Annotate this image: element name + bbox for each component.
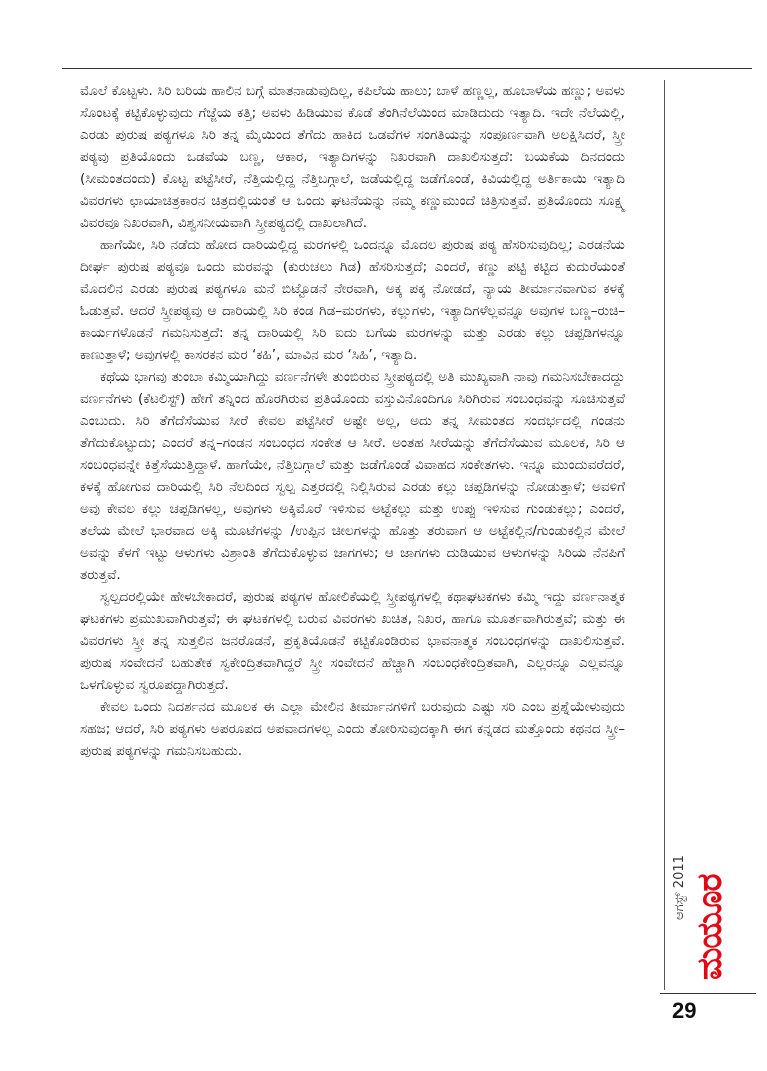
article-body [80,80,625,762]
page-number: 29 [672,998,697,1023]
paragraph-4: ಸ್ವಲ್ಪದರಲ್ಲಿಯೇ ಹೇಳಬೇಕಾದರೆ, ಪುರುಷ ಪಠ್ಯಗಳ ಹೋಲಿಕೆಯಲ್ಲಿ ಸ್ತ್ರೀಪಠ್ಯಗಳಲ್ಲಿ ಕಥಾಘಟಕಗಳು ಕಮ್ಮಿ ಇದ್ದು ವರ್ಣನಾತ್ಮಕ ಘಟಕಗಳು ಪ್ರಮುಖವಾಗಿರುತ್ತವೆ; ಈ ಘಟಕಗಳಲ್ಲಿ ಬರುವ ವಿವರಗಳು ಖಚಿತ, ನಿಖರ, ಹಾಗೂ ಮೂರ್ತವಾಗಿರುತ್ತವೆ; ಮತ್ತು ಈ ವಿವರಗಳು ಸ್ತ್ರೀ ತನ್ನ ಸುತ್ತಲಿನ ಜನರೊಡನೆ, ಪ್ರಕೃತಿಯೊಡನೆ ಕಟ್ಟಿಕೊಂಡಿರುವ ಭಾವನಾತ್ಮಕ ಸಂಬಂಧಗಳನ್ನು ದಾಖಲಿಸುತ್ತವೆ. ಪುರುಷ ಸಂವೇದನೆ ಬಹುತೇಕ ಸ್ವಕೇಂದ್ರಿತವಾಗಿದ್ದರೆ ಸ್ತ್ರೀ ಸಂವೇದನೆ ಹೆಚ್ಚಾಗಿ ಸಂಬಂಧಕೇಂದ್ರಿತವಾಗಿ, ಎಲ್ಲರನ್ನೂ ಎಲ್ಲವನ್ನೂ ಒಳಗೊಳ್ಳುವ ಸ್ವರೂಪದ್ದಾಗಿರುತ್ತದೆ. [80,589,625,693]
magazine-logo: ಮಯೂರ [690,874,730,980]
top-rule [62,68,752,69]
paragraph-5: ಕೇವಲ ಒಂದು ನಿದರ್ಶನದ ಮೂಲಕ ಈ ಎಲ್ಲಾ ಮೇಲಿನ ತೀರ್ಮಾನಗಳಿಗೆ ಬರುವುದು ಎಷ್ಟು ಸರಿ ಎಂಬ ಪ್ರಶ್ನೆಯೇಳುವುದು ಸಹಜ; ಆದರೆ, ಸಿರಿ ಪಠ್ಯಗಳು ಅಪರೂಪದ ಅಪವಾದಗಳಲ್ಲ ಎಂದು ತೋರಿಸುವುದಕ್ಕಾಗಿ ಈಗ ಕನ್ನಡದ ಮತ್ತೊಂದು ಕಥನದ ಸ್ತ್ರೀ–ಪುರುಷ ಪಠ್ಯಗಳನ್ನು ಗಮನಿಸಬಹುದು. [80,699,625,759]
sidebar-rule [664,80,665,990]
paragraph-1: ಮೊಲೆ ಕೊಟ್ಟಳು. ಸಿರಿ ಬರಿಯ ಹಾಲಿನ ಬಗ್ಗೆ ಮಾತನಾಡುವುದಿಲ್ಲ, ಕಪಿಲೆಯ ಹಾಲು; ಬಾಳೆ ಹಣ್ಣಲ್ಲ, ಹೂಬಾಳೆಯ ಹಣ್ಣು; ಅವಳು ಸೊಂಟಕ್ಕೆ ಕಟ್ಟಿಕೊಳ್ಳುವುದು ಗೆಜ್ಜೆಯ ಕತ್ತಿ; ಅವಳು ಹಿಡಿಯುವ ಕೊಡೆ ತೆಂಗಿನೆಲೆಯಿಂದ ಮಾಡಿದುದು ಇತ್ಯಾದಿ. ಇದೇ ನೆಲೆಯಲ್ಲಿ, ಎರಡು ಪುರುಷ ಪಠ್ಯಗಳೂ ಸಿರಿ ತನ್ನ ಮೈಯಿಂದ ತೆಗೆದು ಹಾಕಿದ ಒಡವೆಗಳ ಸಂಗತಿಯನ್ನು ಸಂಪೂರ್ಣವಾಗಿ ಅಲಕ್ಷಿಸಿದರೆ, ಸ್ತ್ರೀ ಪಠ್ಯವು ಪ್ರತಿಯೊಂದು ಒಡವೆಯ ಬಣ್ಣ, ಆಕಾರ, ಇತ್ಯಾದಿಗಳನ್ನು ನಿಖರವಾಗಿ ದಾಖಲಿಸುತ್ತದೆ: ಬಯಕೆಯ ದಿನದಂದು (ಸೀಮಂತದಂದು) ಕೊಟ್ಟ ಪಟ್ಟೆಸೀರೆ, ನೆತ್ತಿಯಲ್ಲಿದ್ದ ನೆತ್ತಿಬಗ್ಗಾಲೆ, ಜಡೆಯಲ್ಲಿದ್ದ ಜಡೆಗೊಂಡೆ, ಕಿವಿಯಲ್ಲಿದ್ದ ಅರ್ತಿಕಾಯಿ ಇತ್ಯಾದಿ ವಿವರಗಳು ಛಾಯಾಚಿತ್ರಕಾರನ ಚಿತ್ರದಲ್ಲಿಯಂತೆ ಆ ಒಂದು ಘಟನೆಯನ್ನು ನಮ್ಮ ಕಣ್ಣುಮುಂದೆ ಚಿತ್ರಿಸುತ್ತವೆ. ಪ್ರತಿಯೊಂದು ಸೂಕ್ಷ್ಮ ವಿವರವೂ ನಿಖರವಾಗಿ, ವಿಶ್ವಸನೀಯವಾಗಿ ಸ್ತ್ರೀಪಠ್ಯದಲ್ಲಿ ದಾಖಲಾಗಿದೆ. [80,83,625,231]
paragraph-3: ಕಥೆಯ ಭಾಗವು ತುಂಬಾ ಕಮ್ಮಿಯಾಗಿದ್ದು ವರ್ಣನೆಗಳೇ ತುಂಬಿರುವ ಸ್ತ್ರೀಪಠ್ಯದಲ್ಲಿ ಅತಿ ಮುಖ್ಯವಾಗಿ ನಾವು ಗಮನಿಸಬೇಕಾದದ್ದು ವರ್ಣನೆಗಳು (ಕೆಟಲಿಸ್ಟ್) ಹೇಗೆ ತನ್ನಿಂದ ಹೊರಗಿರುವ ಪ್ರತಿಯೊಂದು ವಸ್ತುವಿನೊಂದಿಗೂ ಸಿರಿಗಿರುವ ಸಂಬಂಧವನ್ನು ಸೂಚಿಸುತ್ತವೆ ಎಂಬುದು. ಸಿರಿ ತೆಗೆದೆಸೆಯುವ ಸೀರೆ ಕೇವಲ ಪಟ್ಟೆಸೀರೆ ಅಷ್ಟೇ ಅಲ್ಲ, ಅದು ತನ್ನ ಸೀಮಂತದ ಸಂದರ್ಭದಲ್ಲಿ ಗಂಡನು ತೆಗೆದುಕೊಟ್ಟುದು; ಎಂದರೆ ತನ್ನ–ಗಂಡನ ಸಂಬಂಧದ ಸಂಕೇತ ಆ ಸೀರೆ. ಅಂತಹ ಸೀರೆಯನ್ನು ತೆಗೆದೆಸೆಯುವ ಮೂಲಕ, ಸಿರಿ ಆ ಸಂಬಂಧವನ್ನೇ ಕಿತ್ತೆಸೆಯುತ್ತಿದ್ದಾಳೆ. ಹಾಗೆಯೇ, ನೆತ್ತಿಬಗ್ಗಾಲೆ ಮತ್ತು ಜಡೆಗೊಂಡೆ ವಿವಾಹದ ಸಂಕೇತಗಳು. ಇನ್ನೂ ಮುಂದುವರೆದರೆ, ಕಳಕ್ಕೆ ಹೋಗುವ ದಾರಿಯಲ್ಲಿ ಸಿರಿ ನೆಲದಿಂದ ಸ್ವಲ್ಪ ಎತ್ತರದಲ್ಲಿ ನಿಲ್ಲಿಸಿರುವ ಎರಡು ಕಲ್ಲು ಚಪ್ಪಡಿಗಳನ್ನು ನೋಡುತ್ತಾಳೆ; ಅವಳಿಗೆ ಅವು ಕೇವಲ ಕಲ್ಲು ಚಪ್ಪಡಿಗಳಲ್ಲ, ಅವುಗಳು ಅಕ್ಕಿಮೊರೆ ಇಳಿಸುವ ಅಟ್ಟೆಕಲ್ಲು ಮತ್ತು ಉಪ್ಪು ಇಳಿಸುವ ಗುಂಡುಕಲ್ಲು; ಎಂದರೆ, ತಲೆಯ ಮೇಲೆ ಭಾರವಾದ ಅಕ್ಕಿ ಮೂಟೆಗಳನ್ನು /ಉಪ್ಪಿನ ಚೀಲಗಳನ್ನು ಹೊತ್ತು ತರುವಾಗ ಆ ಅಟ್ಟೆಕಲ್ಲಿನ/ಗುಂಡುಕಲ್ಲಿನ ಮೇಲೆ ಅವನ್ನು ಕೆಳಗೆ ಇಟ್ಟು ಆಳುಗಳು ವಿಶ್ರಾಂತಿ ತೆಗೆದುಕೊಳ್ಳುವ ಜಾಗಗಳು; ಆ ಜಾಗಗಳು ದುಡಿಯುವ ಆಳುಗಳನ್ನು ಸಿರಿಯ ನೆನಪಿಗೆ ತರುತ್ತವೆ. [80,369,625,583]
issue-date-text: ಆಗಸ್ಟ್ 2011 [672,855,687,920]
paragraph-2: ಹಾಗೆಯೇ, ಸಿರಿ ನಡೆದು ಹೋದ ದಾರಿಯಲ್ಲಿದ್ದ ಮರಗಳಲ್ಲಿ ಒಂದನ್ನೂ ಮೊದಲ ಪುರುಷ ಪಠ್ಯ ಹೆಸರಿಸುವುದಿಲ್ಲ; ಎರಡನೆಯ ದೀರ್ಘ ಪುರುಷ ಪಠ್ಯವೂ ಒಂದು ಮರವನ್ನು (ಕುರುಚಲು ಗಿಡ) ಹೆಸರಿಸುತ್ತದೆ; ಎಂದರೆ, ಕಣ್ಣು ಪಟ್ಟಿ ಕಟ್ಟಿದ ಕುದುರೆಯಂತೆ ಮೊದಲಿನ ಎರಡು ಪುರುಷ ಪಠ್ಯಗಳೂ ಮನೆ ಬಿಟ್ಟೊಡನೆ ನೇರವಾಗಿ, ಅಕ್ಕ ಪಕ್ಕ ನೋಡದೆ, ನ್ಯಾಯ ತೀರ್ಮಾನವಾಗುವ ಕಳಕ್ಕೆ ಓಡುತ್ತವೆ. ಆದರೆ ಸ್ತ್ರೀಪಠ್ಯವು ಆ ದಾರಿಯಲ್ಲಿ ಸಿರಿ ಕಂಡ ಗಿಡ–ಮರಗಳು, ಕಲ್ಲುಗಳು, ಇತ್ಯಾದಿಗಳೆಲ್ಲವನ್ನೂ ಅವುಗಳ ಬಣ್ಣ–ರುಚಿ–ಕಾರ್ಯಗಳೊಡನೆ ಗಮನಿಸುತ್ತದೆ: ತನ್ನ ದಾರಿಯಲ್ಲಿ ಸಿರಿ ಐದು ಬಗೆಯ ಮರಗಳನ್ನು ಮತ್ತು ಎರಡು ಕಲ್ಲು ಚಪ್ಪಡಿಗಳನ್ನೂ ಕಾಣುತ್ತಾಳೆ; ಅವುಗಳಲ್ಲಿ ಕಾಸರಕನ ಮರ ‘ಕಹಿ’, ಮಾವಿನ ಮರ ‘ಸಿಹಿ’, ಇತ್ಯಾದಿ. [80,237,625,363]
issue-date [672,820,688,920]
footer-rule [660,993,756,994]
magazine-masthead [690,830,730,980]
